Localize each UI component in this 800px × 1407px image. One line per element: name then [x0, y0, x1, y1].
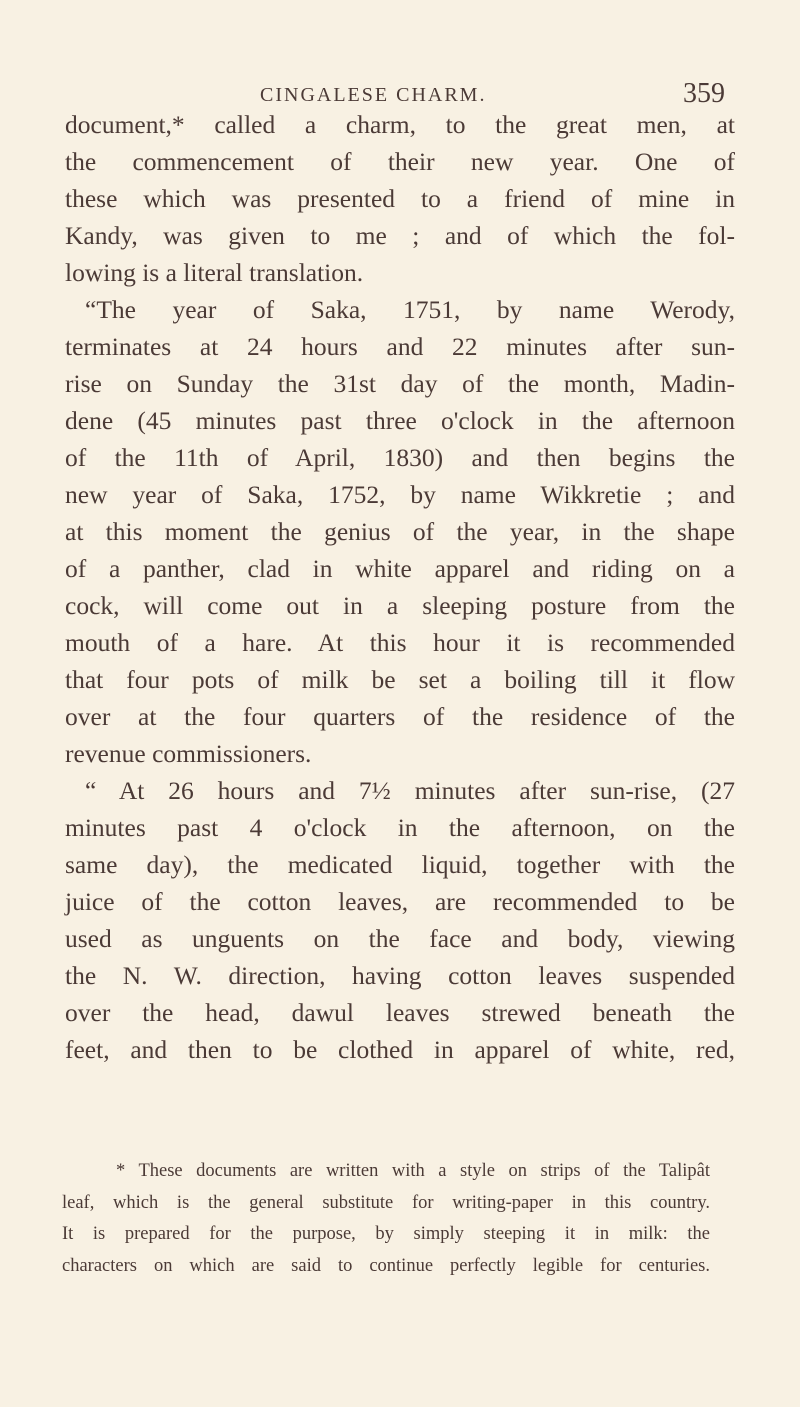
text-line: of a panther, clad in white apparel and riding on a: [65, 554, 735, 583]
text-line: the commencement of their new year. One of: [65, 147, 735, 176]
text-line: over at the four quarters of the residence of the: [65, 702, 735, 731]
page-number: 359: [683, 78, 725, 109]
text-line: cock, will come out in a sleeping posture from the: [65, 591, 735, 620]
text-line: “ At 26 hours and 7½ minutes after sun-rise, (27: [85, 776, 735, 805]
footnote-line: * These documents are written with a style on strips of the Talipât: [116, 1161, 710, 1181]
text-line: rise on Sunday the 31st day of the month, Madin-: [65, 369, 735, 398]
text-line: the N. W. direction, having cotton leaves suspended: [65, 961, 735, 990]
text-line: feet, and then to be clothed in apparel of white, red,: [65, 1035, 735, 1064]
text-line: revenue commissioners.: [65, 739, 312, 768]
footnote-line: leaf, which is the general substitute for writing-paper in this country.: [62, 1192, 710, 1213]
text-line: new year of Saka, 1752, by name Wikkretie ; and: [65, 480, 735, 509]
text-line: these which was presented to a friend of mine in: [65, 184, 735, 213]
text-line: same day), the medicated liquid, together with the: [65, 850, 735, 879]
text-line: used as unguents on the face and body, viewing: [65, 924, 735, 953]
text-line: juice of the cotton leaves, are recommended to be: [65, 887, 735, 916]
running-title: CINGALESE CHARM.: [260, 84, 487, 106]
text-line: at this moment the genius of the year, in the shape: [65, 517, 735, 546]
text-line: terminates at 24 hours and 22 minutes after sun-: [65, 332, 735, 361]
text-line: document,* called a charm, to the great men, at: [65, 110, 735, 139]
text-line: of the 11th of April, 1830) and then begins the: [65, 443, 735, 472]
text-line: mouth of a hare. At this hour it is recommended: [65, 628, 735, 657]
text-line: over the head, dawul leaves strewed beneath the: [65, 998, 735, 1027]
text-line: Kandy, was given to me ; and of which the fol-: [65, 221, 735, 250]
footnote-line: characters on which are said to continue perfectly legible for centuries.: [62, 1255, 710, 1276]
text-line: that four pots of milk be set a boiling till it flow: [65, 665, 735, 694]
text-line: “The year of Saka, 1751, by name Werody,: [85, 295, 735, 324]
text-line: minutes past 4 o'clock in the afternoon, on the: [65, 813, 735, 842]
text-line: lowing is a literal translation.: [65, 258, 364, 287]
footnote: [62, 1156, 710, 1282]
footnote-line: It is prepared for the purpose, by simply steeping it in milk: the: [62, 1224, 710, 1244]
body-text: [65, 106, 735, 1068]
text-line: dene (45 minutes past three o'clock in the afternoon: [65, 406, 735, 435]
